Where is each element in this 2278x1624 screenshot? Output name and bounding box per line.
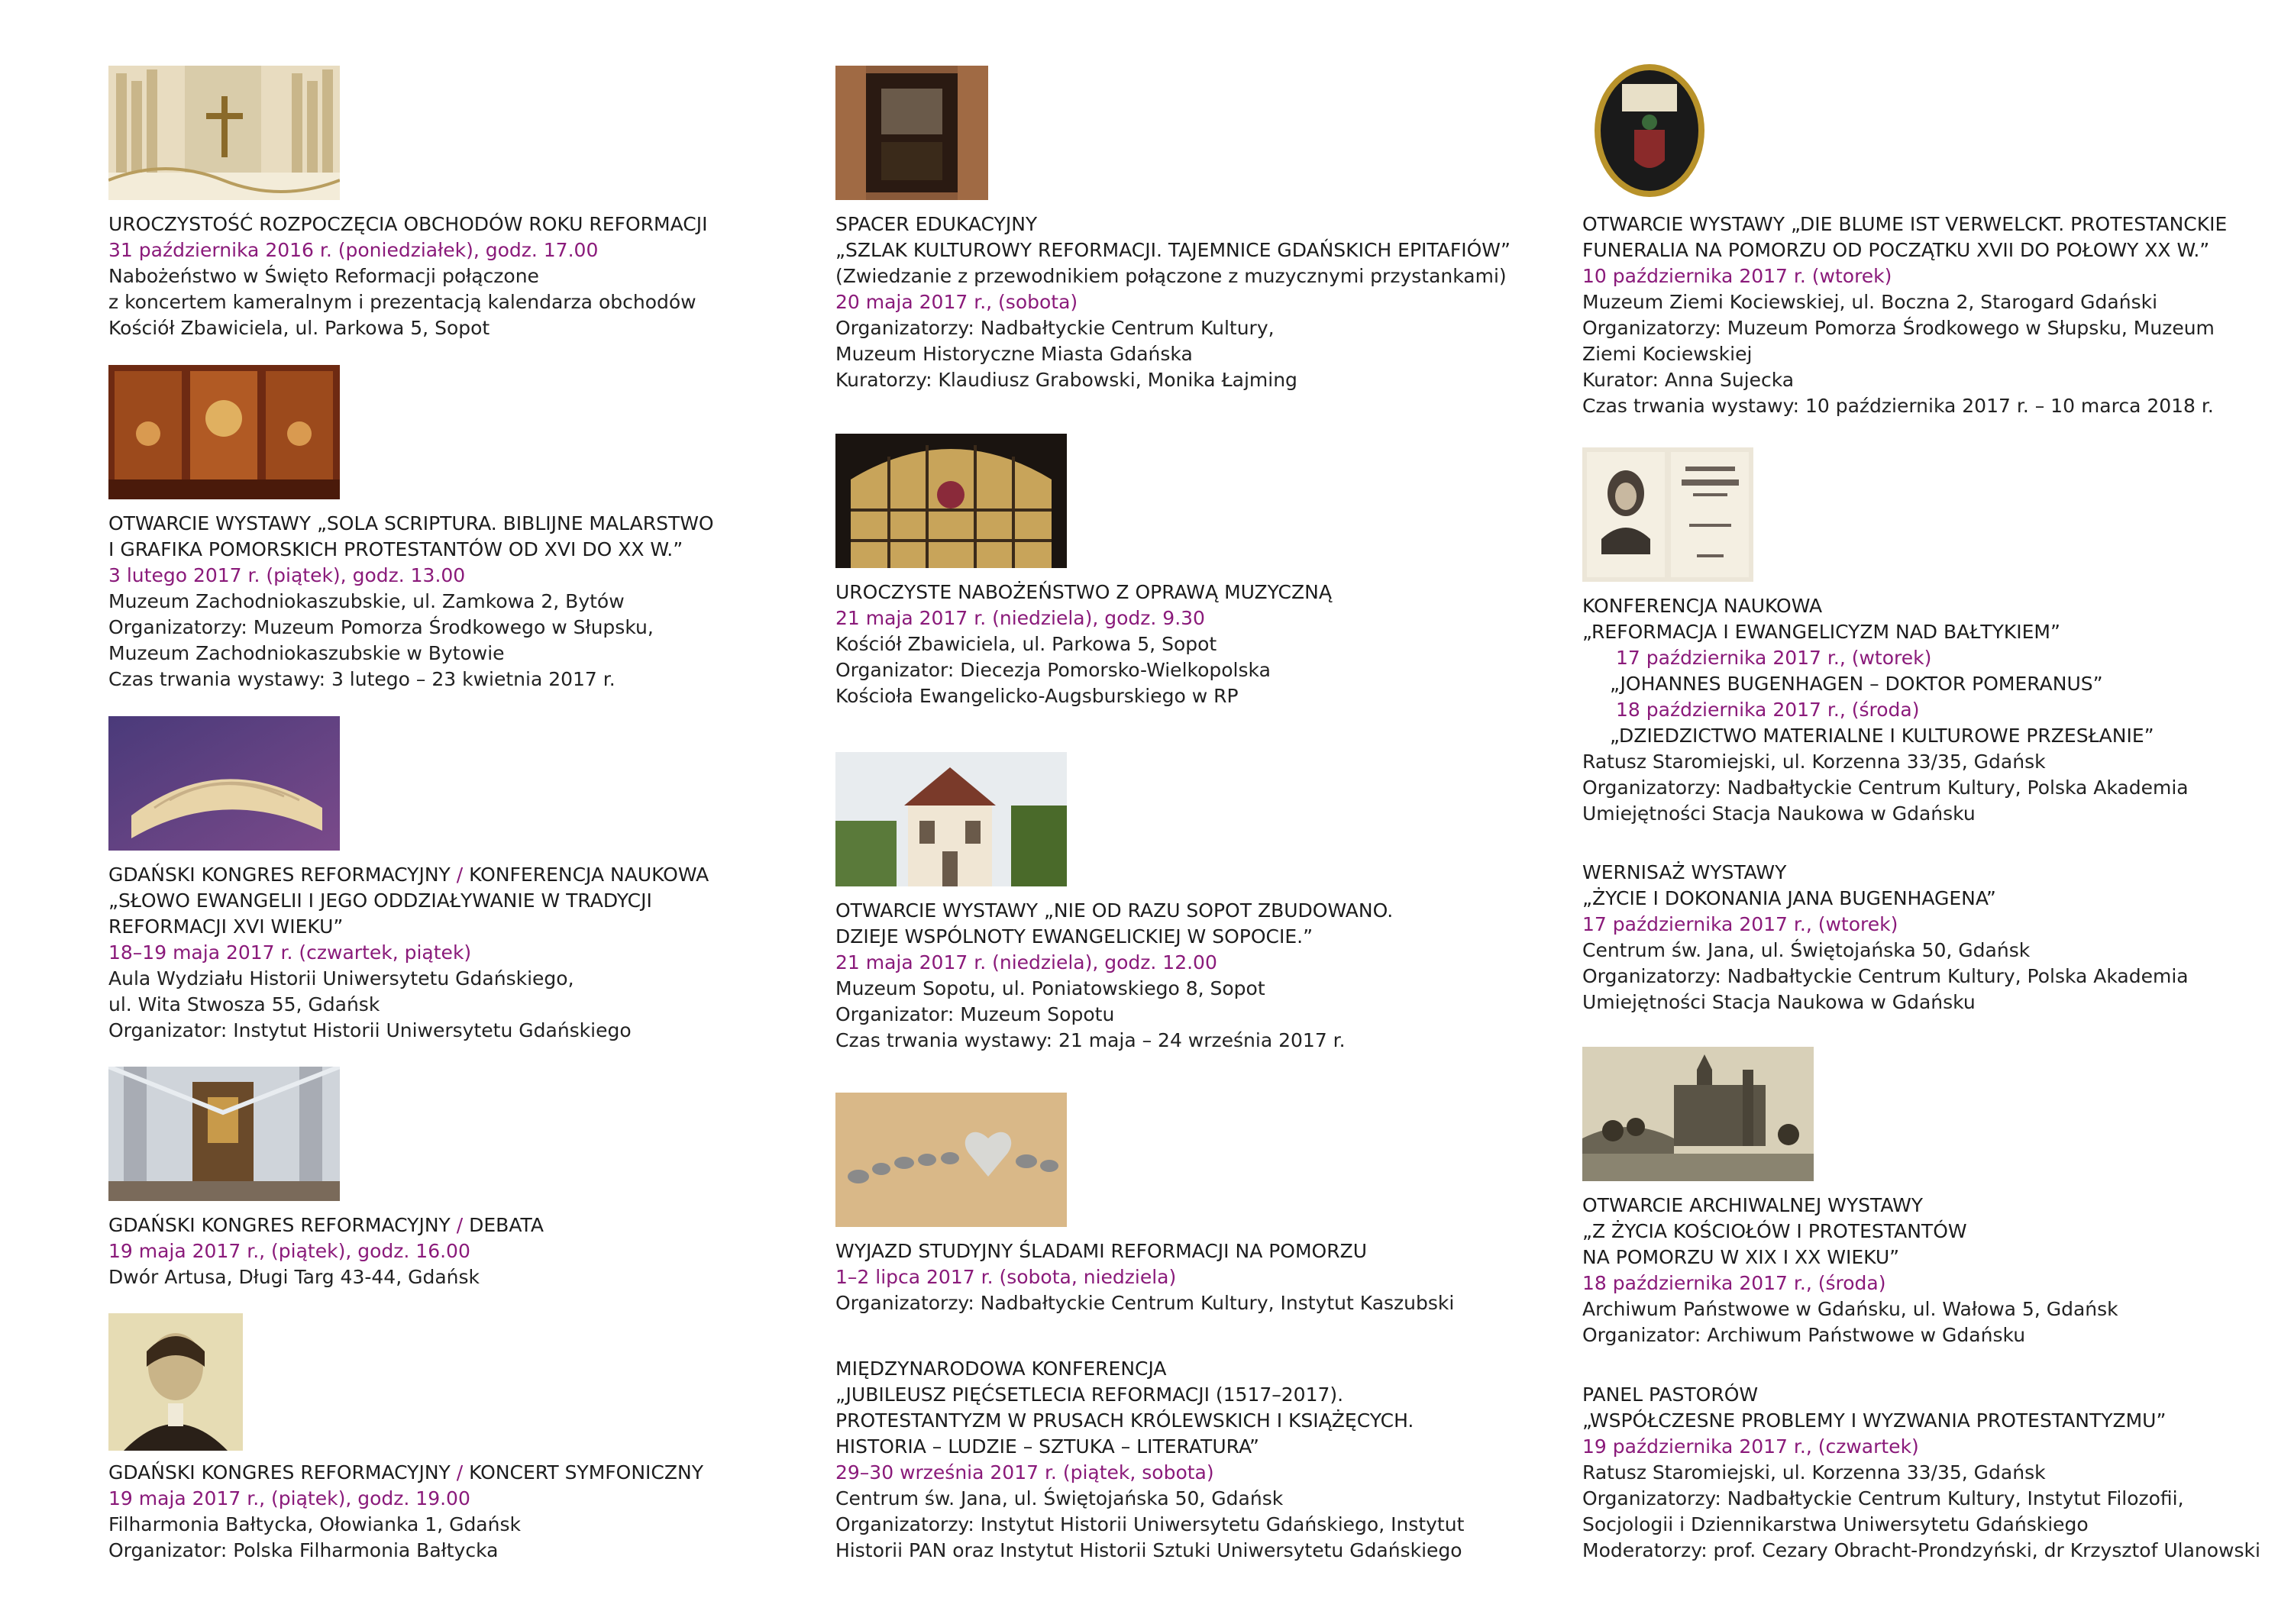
- event-detail: Kościoła Ewangelicko-Augsburskiego w RP: [835, 685, 1239, 707]
- event-educational-walk: [835, 211, 1569, 393]
- event-date: 19 maja 2017 r., (piątek), godz. 19.00: [108, 1487, 470, 1509]
- painting-photo: [108, 365, 340, 499]
- event-study-trip: [835, 1238, 1569, 1316]
- column-2: [835, 0, 1569, 1624]
- event-date: 20 maja 2017 r., (sobota): [835, 291, 1078, 313]
- event-detail: Umiejętności Stacja Naukowa w Gdańsku: [1582, 991, 1976, 1013]
- event-title: UROCZYSTE NABOŻEŃSTWO Z OPRAWĄ MUZYCZNĄ: [835, 581, 1332, 603]
- event-detail: Organizator: Muzeum Sopotu: [835, 1003, 1115, 1025]
- event-title: „JUBILEUSZ PIĘĆSETLECIA REFORMACJI (1517–2017).: [835, 1383, 1344, 1406]
- event-detail: Aula Wydziału Historii Uniwersytetu Gdańskiego,: [108, 967, 574, 990]
- event-date: 1–2 lipca 2017 r. (sobota, niedziela): [835, 1266, 1177, 1288]
- event-title: MIĘDZYNARODOWA KONFERENCJA: [835, 1358, 1167, 1380]
- stained-window-photo: [835, 434, 1067, 568]
- event-title: „WSPÓŁCZESNE PROBLEMY I WYZWANIA PROTESTANTYZMU”: [1582, 1409, 2167, 1432]
- event-title: „DZIEDZICTWO MATERIALNE I KULTUROWE PRZESŁANIE”: [1610, 725, 2154, 747]
- event-detail: Muzeum Historyczne Miasta Gdańska: [835, 343, 1193, 365]
- event-title: „REFORMACJA I EWANGELICYZM NAD BAŁTYKIEM”: [1582, 621, 2060, 643]
- event-title: SPACER EDUKACYJNY: [835, 213, 1038, 235]
- event-title: OTWARCIE ARCHIWALNEJ WYSTAWY: [1582, 1194, 1924, 1216]
- event-title: GDAŃSKI KONGRES REFORMACYJNY / KONCERT SYMFONICZNY: [108, 1461, 703, 1484]
- engraving-photo: [1582, 1047, 1814, 1181]
- event-pastors-panel: [1582, 1382, 2278, 1564]
- event-detail: Ziemi Kociewskiej: [1582, 343, 1753, 365]
- event-detail: Muzeum Zachodniokaszubskie, ul. Zamkowa 2, Bytów: [108, 590, 625, 612]
- event-detail: Organizator: Polska Filharmonia Bałtycka: [108, 1539, 499, 1561]
- event-detail: Organizatorzy: Muzeum Pomorza Środkowego w Słupsku, Muzeum: [1582, 317, 2215, 339]
- event-detail: Czas trwania wystawy: 10 października 2017 r. – 10 marca 2018 r.: [1582, 395, 2214, 417]
- event-title: GDAŃSKI KONGRES REFORMACYJNY / KONFERENCJA NAUKOWA: [108, 864, 709, 886]
- event-gdansk-congress-concert: [108, 1460, 842, 1564]
- event-detail: Nabożeństwo w Święto Reformacji połączone: [108, 265, 539, 287]
- event-detail: Organizatorzy: Nadbałtyckie Centrum Kultury,: [835, 317, 1275, 339]
- event-detail: Organizatorzy: Instytut Historii Uniwersytetu Gdańskiego, Instytut: [835, 1513, 1465, 1535]
- event-detail: Muzeum Ziemi Kociewskiej, ul. Boczna 2, Starogard Gdański: [1582, 291, 2158, 313]
- event-date: 29–30 września 2017 r. (piątek, sobota): [835, 1461, 1214, 1484]
- event-detail: Moderatorzy: prof. Cezary Obracht-Prondzyński, dr Krzysztof Ulanowski: [1582, 1539, 2260, 1561]
- villa-photo: [835, 752, 1067, 886]
- event-archival-exhibition: [1582, 1193, 2278, 1348]
- event-detail: Dwór Artusa, Długi Targ 43-44, Gdańsk: [108, 1266, 480, 1288]
- epitaph-photo: [835, 66, 988, 200]
- event-detail: Archiwum Państwowe w Gdańsku, ul. Wałowa 5, Gdańsk: [1582, 1298, 2118, 1320]
- event-detail: Organizatorzy: Nadbałtyckie Centrum Kultury, Instytut Filozofii,: [1582, 1487, 2184, 1509]
- event-date: 21 maja 2017 r. (niedziela), godz. 12.00: [835, 951, 1217, 973]
- event-detail: Socjologii i Dziennikarstwa Uniwersytetu Gdańskiego: [1582, 1513, 2089, 1535]
- event-international-conference: [835, 1356, 1569, 1564]
- event-detail: Umiejętności Stacja Naukowa w Gdańsku: [1582, 802, 1976, 825]
- event-detail: Muzeum Sopotu, ul. Poniatowskiego 8, Sopot: [835, 977, 1265, 999]
- event-detail: Filharmonia Bałtycka, Ołowianka 1, Gdańsk: [108, 1513, 521, 1535]
- event-sopot-exhibition: [835, 898, 1569, 1054]
- column-3: [1582, 0, 2270, 1624]
- event-date: 18 października 2017 r., (środa): [1582, 1272, 1886, 1294]
- portrait-photo: [108, 1313, 243, 1451]
- event-detail: Kuratorzy: Klaudiusz Grabowski, Monika Łajming: [835, 369, 1297, 391]
- event-title: PROTESTANTYZM W PRUSACH KRÓLEWSKICH I KSIĄŻĘCYCH.: [835, 1409, 1414, 1432]
- event-title: OTWARCIE WYSTAWY „DIE BLUME IST VERWELCKT. PROTESTANCKIE: [1582, 213, 2228, 235]
- event-title: REFORMACJI XVI WIEKU”: [108, 915, 344, 938]
- event-date: 19 maja 2017 r., (piątek), godz. 16.00: [108, 1240, 470, 1262]
- event-detail: z koncertem kameralnym i prezentacją kalendarza obchodów: [108, 291, 696, 313]
- event-detail: Organizator: Archiwum Państwowe w Gdańsku: [1582, 1324, 2026, 1346]
- stones-sand-photo: [835, 1093, 1067, 1227]
- event-solemn-service: [835, 580, 1569, 709]
- church-interior-photo: [108, 1067, 340, 1201]
- event-detail: Historii PAN oraz Instytut Historii Sztuki Uniwersytetu Gdańskiego: [835, 1539, 1462, 1561]
- event-die-blume-exhibition: [1582, 211, 2278, 419]
- event-date: 31 października 2016 r. (poniedziałek), godz. 17.00: [108, 239, 599, 261]
- event-date: 10 października 2017 r. (wtorek): [1582, 265, 1892, 287]
- event-sola-scriptura: [108, 511, 842, 693]
- event-date: 21 maja 2017 r. (niedziela), godz. 9.30: [835, 607, 1205, 629]
- event-detail: ul. Wita Stwosza 55, Gdańsk: [108, 993, 380, 1015]
- title-separator: /: [456, 1461, 464, 1484]
- event-title: KONFERENCJA NAUKOWA: [1582, 595, 1823, 617]
- event-detail: Organizator: Instytut Historii Uniwersytetu Gdańskiego: [108, 1019, 632, 1041]
- event-date: 19 października 2017 r., (czwartek): [1582, 1435, 1919, 1458]
- event-date: 3 lutego 2017 r. (piątek), godz. 13.00: [108, 564, 466, 586]
- event-detail: Kościół Zbawiciela, ul. Parkowa 5, Sopot: [835, 633, 1217, 655]
- event-title: „Z ŻYCIA KOŚCIOŁÓW I PROTESTANTÓW: [1582, 1220, 1967, 1242]
- title-separator: /: [456, 1214, 464, 1236]
- event-detail: Centrum św. Jana, ul. Świętojańska 50, Gdańsk: [835, 1487, 1284, 1509]
- event-date: 18–19 maja 2017 r. (czwartek, piątek): [108, 941, 472, 964]
- event-opening-ceremony: [108, 211, 842, 341]
- event-title: „SZLAK KULTUROWY REFORMACJI. TAJEMNICE GDAŃSKICH EPITAFIÓW”: [835, 239, 1511, 261]
- event-gdansk-congress-conference: [108, 862, 842, 1044]
- open-book-photo: [108, 716, 340, 851]
- event-detail: Organizator: Diecezja Pomorsko-Wielkopolska: [835, 659, 1271, 681]
- event-title: DZIEJE WSPÓLNOTY EWANGELICKIEJ W SOPOCIE.”: [835, 925, 1313, 948]
- event-title: „SŁOWO EWANGELII I JEGO ODDZIAŁYWANIE W TRADYCJI: [108, 889, 652, 912]
- event-detail: Organizatorzy: Nadbałtyckie Centrum Kultury, Instytut Kaszubski: [835, 1292, 1455, 1314]
- event-detail: Muzeum Zachodniokaszubskie w Bytowie: [108, 642, 505, 664]
- event-title: FUNERALIA NA POMORZU OD POCZĄTKU XVII DO POŁOWY XX W.”: [1582, 239, 2210, 261]
- organ-photo: [108, 66, 340, 200]
- event-title: PANEL PASTORÓW: [1582, 1383, 1759, 1406]
- event-title: NA POMORZU W XIX I XX WIEKU”: [1582, 1246, 1900, 1268]
- event-date: 17 października 2017 r., (wtorek): [1582, 913, 1898, 935]
- event-detail: Kurator: Anna Sujecka: [1582, 369, 1795, 391]
- event-title: UROCZYSTOŚĆ ROZPOCZĘCIA OBCHODÓW ROKU REFORMACJI: [108, 213, 708, 235]
- event-title: OTWARCIE WYSTAWY „SOLA SCRIPTURA. BIBLIJNE MALARSTWO: [108, 512, 714, 534]
- bugenhagen-book-photo: [1582, 447, 1753, 582]
- event-date: 18 października 2017 r., (środa): [1616, 699, 1920, 721]
- event-detail: Ratusz Staromiejski, ul. Korzenna 33/35, Gdańsk: [1582, 1461, 2046, 1484]
- event-title: WYJAZD STUDYJNY ŚLADAMI REFORMACJI NA POMORZU: [835, 1240, 1368, 1262]
- event-detail: Czas trwania wystawy: 21 maja – 24 września 2017 r.: [835, 1029, 1346, 1051]
- event-detail: Czas trwania wystawy: 3 lutego – 23 kwietnia 2017 r.: [108, 668, 616, 690]
- column-1: [108, 0, 842, 1624]
- event-detail: Ratusz Staromiejski, ul. Korzenna 33/35, Gdańsk: [1582, 751, 2046, 773]
- event-detail: Centrum św. Jana, ul. Świętojańska 50, Gdańsk: [1582, 939, 2031, 961]
- event-date: 17 października 2017 r., (wtorek): [1616, 647, 1932, 669]
- event-title: GDAŃSKI KONGRES REFORMACYJNY / DEBATA: [108, 1214, 544, 1236]
- event-detail: Organizatorzy: Nadbałtyckie Centrum Kultury, Polska Akademia: [1582, 776, 2189, 799]
- event-title: I GRAFIKA POMORSKICH PROTESTANTÓW OD XVI DO XX W.”: [108, 538, 683, 560]
- funeral-shield-photo: [1591, 61, 1708, 200]
- event-title: „ŻYCIE I DOKONANIA JANA BUGENHAGENA”: [1582, 887, 1996, 909]
- event-detail: Kościół Zbawiciela, ul. Parkowa 5, Sopot: [108, 317, 490, 339]
- event-detail: Organizatorzy: Nadbałtyckie Centrum Kultury, Polska Akademia: [1582, 965, 2189, 987]
- event-title: „JOHANNES BUGENHAGEN – DOKTOR POMERANUS”: [1610, 673, 2103, 695]
- event-title: HISTORIA – LUDZIE – SZTUKA – LITERATURA”: [835, 1435, 1259, 1458]
- event-vernissage: [1582, 860, 2278, 1015]
- event-title: OTWARCIE WYSTAWY „NIE OD RAZU SOPOT ZBUDOWANO.: [835, 899, 1394, 922]
- event-detail: Organizatorzy: Muzeum Pomorza Środkowego w Słupsku,: [108, 616, 654, 638]
- event-scientific-conference: [1582, 593, 2278, 827]
- event-subtitle: (Zwiedzanie z przewodnikiem połączone z muzycznymi przystankami): [835, 265, 1507, 287]
- event-title: WERNISAŻ WYSTAWY: [1582, 861, 1787, 883]
- title-separator: /: [456, 864, 464, 886]
- event-gdansk-congress-debate: [108, 1212, 842, 1290]
